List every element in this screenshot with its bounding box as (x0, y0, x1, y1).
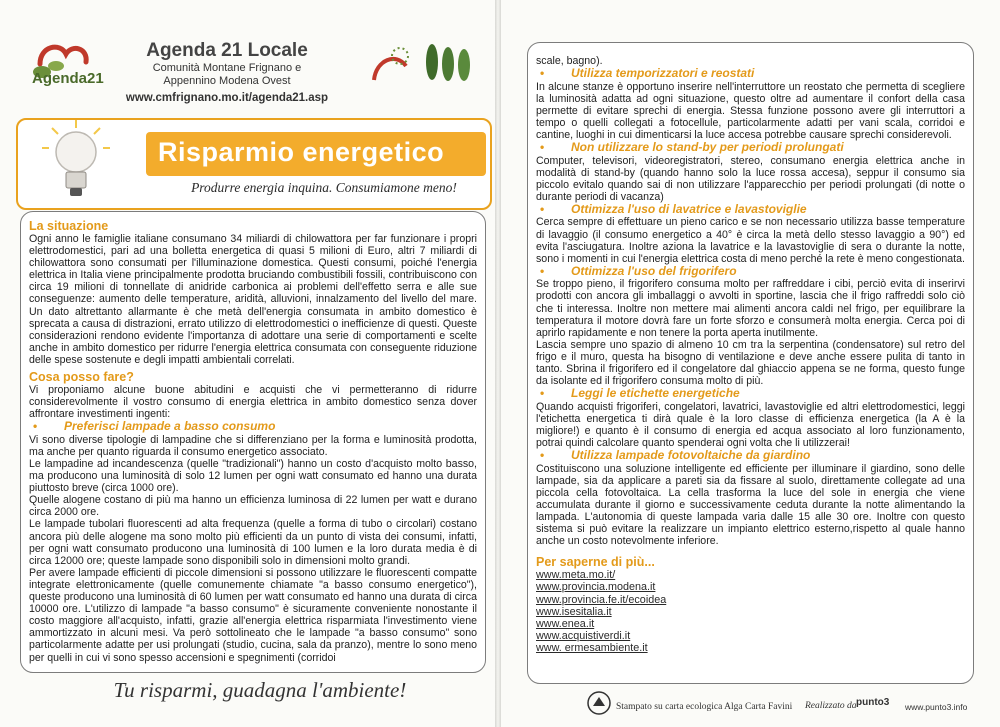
sun-and-trees-icon (366, 36, 486, 92)
bullet-icon: • (540, 201, 545, 216)
lightbulb-icon (36, 118, 116, 202)
links-list (536, 569, 965, 654)
agenda21-logo-icon (22, 36, 102, 98)
org-subtitle-line-1: Comunità Montane Frignano e (152, 62, 302, 74)
temporizzatori-heading: Utilizza temporizzatori e reostati (571, 66, 755, 81)
fotovoltaiche-heading: Utilizza lampade fotovoltaiche da giardino (571, 448, 811, 463)
bullet-icon: • (540, 140, 545, 155)
banner-title: Risparmio energetico (158, 137, 445, 167)
lampade-paragraph-5: Per avere lampade efficienti di piccole dimensioni si possono utilizzare le fluorescenti compatte integrate elettronicamente (quelle comunemente chiamate "a basso consumo energetico"), queste producono una luminosità di 60 lumen per watt consumato ed hanno una durata di circa 10000 ore. L'utilizzo di lampade "a basso consumo" è sicuramente conveniente nonostante il costo maggiore all'acquisto, infatti, grazie all'energia elettrica risparmiata l'investimento viene ammortizzato in alcuni mesi. Va però sottolineato che le lampade "a basso consumo" sono particolarmente adatte per usi prolungati (studio, cucina, sala da pranzo), mentre lo sono meno per quelli in cui vi sono spesso accensioni e spegnimenti (corridoi (29, 566, 477, 664)
lampade-paragraph-4: Le lampade tubolari fluorescenti ad alta frequenza (quelle a forma di tubo o circolari) costano ancora più delle alogene ma sono molto più efficienti da un punto di vista dei consumi, infatti, per ogni watt consumato producono una luminosità di 100 lumen e la loro durata media è di circa 12000 ore; queste lampade sono disponibili solo in dimensioni molto grandi. (29, 518, 477, 567)
bullet-icon: • (540, 66, 545, 81)
bullet-icon: • (540, 448, 545, 463)
cosa-posso-fare-text: Vi proponiamo alcune buone abitudini e acquisti che vi permetteranno di ridurre considerevolmente il vostro consumo di energia elettrica in ambito domestico senza dover affrontare investimenti ingenti: (29, 384, 477, 421)
lampade-paragraph-3: Quelle alogene costano di più ma hanno un efficienza luminosa di 22 lumen per watt e durano circa 2000 ore. (29, 494, 477, 519)
link-meta[interactable]: www.meta.mo.it/ (536, 569, 616, 582)
lavatrice-heading: Ottimizza l'uso di lavatrice e lavastoviglie (571, 201, 807, 216)
link-provincia-modena[interactable]: www.provincia.modena.it (536, 581, 656, 594)
org-title: Agenda 21 Locale (146, 40, 308, 61)
lampade-paragraph-1: Vi sono diverse tipologie di lampadine che si differenziano per la forma e luminosità prodotta, ma anche per quanto riguarda il consumo energetico associato. (29, 433, 477, 458)
frigorifero-heading: Ottimizza l'uso del frigorifero (571, 263, 737, 278)
standby-heading: Non utilizzare lo stand-by per periodi prolungati (571, 140, 844, 155)
footer-slogan: Tu risparmi, guadagna l'ambiente! (113, 678, 407, 702)
link-acquistiverdi[interactable]: www.acquistiverdi.it (536, 630, 631, 643)
org-url[interactable]: www.cmfrignano.mo.it/agenda21.asp (125, 92, 329, 104)
link-enea[interactable]: www.enea.it (536, 618, 595, 630)
situazione-text: Ogni anno le famiglie italiane consumano 34 miliardi di chilowattora per far funzionare i propri elettrodomestici, pari ad una bolletta energetica di quasi 5 milioni di Euro, altri 7 miliardi di chilowattora sono consumati per l'illuminazione domestica. Questi consumi, poiché l'energia elettrica in Italia viene principalmente prodotta bruciando combustibili fossili, contribuiscono con circa 19 milioni di tonnellate di anidride carbonica ai problemi dell'effetto serra e alle sue conseguenze: aumento delle temperature, aridità, alluvioni, innalzamento del livello del mare. Un dato altrettanto allarmante è che metà dell'energia consumata in ambito domestico è sprecata a causa di distrazioni, errato utilizzo di elettrodomestici o inefficienze di questi. Queste considerazioni rendono evidente l'importanza di adottare una serie di comportamenti e scelte anche in ambito domestico per ridurre l'energia elettrica consumata con conseguente riduzione delle spese sostenute e degli impatti ambientali correlati. (29, 233, 477, 366)
made-by-url[interactable]: www.punto3.info (905, 702, 968, 712)
bullet-icon: • (33, 419, 38, 434)
link-isesitalia[interactable]: www.isesitalia.it (536, 605, 612, 618)
continuation-text: scale, bagno). (536, 55, 603, 67)
punto3-logo: punto3 (856, 697, 890, 708)
situazione-heading: La situazione (29, 219, 109, 233)
lavatrice-text: Cerca sempre di effettuare un pieno carico e se non necessario utilizza basse temperature di lavaggio (il consumo energetico a 40° è circa la metà dello stesso lavaggio a 90°) ed evita l'asciugatura. Inoltre aziona la lavatrice e la lavastoviglie di sera o durante la notte, sono i momenti in cui l'energia elettrica costa di meno perché la rete è meno congestionata. (536, 216, 965, 265)
printed-on-text: Stampato su carta ecologica Alga Carta Favini (616, 702, 793, 712)
printer-logo-icon (586, 690, 612, 716)
etichette-heading: Leggi le etichette energetiche (571, 386, 740, 401)
saperne-heading: Per saperne di più... (536, 555, 655, 570)
link-ermesambiente[interactable]: www. ermesambiente.it (536, 642, 648, 655)
lampade-heading: Preferisci lampade a basso consumo (64, 419, 276, 434)
banner-tagline: Produrre energia inquina. Consumiamone meno! (191, 180, 457, 195)
frigorifero-paragraph-1: Se troppo pieno, il frigorifero consuma molto per raffreddare i cibi, perciò evita di inserirvi prodotti con ancora gli imballaggi o avvolti in sportine, lascia che il frigo raffreddi solo ciò che ti interessa. Inoltre non mettere mai alimenti ancora caldi nel frigo, per equilibrare la temperatura il motore dovrà fare un forte sforzo e consumerà molta energia. Cerca poi di aprirlo rapidamente e non tenere la porta aperta inutilmente. (536, 278, 965, 339)
logo-text: Agenda21 (32, 70, 104, 87)
fotovoltaiche-text: Costituiscono una soluzione intelligente ed efficiente per illuminare il giardino, sono delle lampade, sia da applicare a pareti sia da fissare al suolo, direttamente collegate ad una piccola cella fotovoltaica. La cella trasforma la luce del sole in energia che viene accumulata durante il giorno e successivamente ceduta durante la notte alimentando la lampada. L'autonomia di queste lampada varia dalle 15 alle 30 ore. Inoltre con questo sistema si può evitare la realizzare un impianto elettrico esterno,rispetto al quale hanno anche un costo notevolmente inferiore. (536, 462, 965, 548)
right-content-box (527, 42, 974, 684)
temporizzatori-text: In alcune stanze è opportuno inserire nell'interruttore un reostato che permetta di scegliere la luminosità adatta ad ogni situazione, questo oltre ad aumentare il confort della casa permette di evitare sprechi di energia. Stessa funzione possono avere gli interruttori a tempo o quelli collegati a fotocellule, particolarmente adatti per vani scala, corridoi e cantine, luoghi in cui dimenticarsi la luce accesa potrebbe causare sprechi considerevoli. (536, 80, 965, 141)
frigorifero-paragraph-2: Lascia sempre uno spazio di almeno 10 cm tra la serpentina (condensatore) sul retro del frigo e il muro, questa ha bisogno di ventilazione e deve anche essere pulita di tanto in tanto. Sbrina il frigorifero ed il congelatore dal ghiaccio appena se ne forma, questo funge da isolante ed il frigorifero consuma molto di più. (536, 338, 965, 388)
org-subtitle (112, 62, 342, 88)
standby-text: Computer, televisori, videoregistratori, stereo, consumano energia elettrica anche in modalità di stand-by (quando hanno solo la luce rossa accesa), seppur il consumo sia piccolo evitalo quando sai di non utilizzare l'apparecchio per periodi prolungati (di notte o durante periodi di vacanza) (536, 154, 965, 203)
left-content-box (20, 211, 486, 673)
title-banner-fill (146, 132, 486, 176)
page-fold (495, 0, 501, 727)
link-provincia-fe[interactable]: www.provincia.fe.it/ecoidea (536, 593, 667, 606)
lampade-paragraph-2: Le lampadine ad incandescenza (quelle "tradizionali") hanno un costo d'acquisto molto basso, ma producono una luminosità di solo 12 lumen per ogni watt consumato ed hanno una durata piuttosto breve (circa 1000 ore). (29, 458, 477, 495)
cosa-posso-fare-heading: Cosa posso fare? (29, 370, 134, 385)
made-by-label: Realizzato da (805, 701, 857, 711)
bullet-icon: • (540, 263, 545, 278)
etichette-text: Quando acquisti frigoriferi, congelatori, lavatrici, lavastoviglie ed altri elettrodomestici, leggi l'etichetta energetica ti dirà quale è la loro classe di efficienza energetica (la A è la migliore!) e quanto è il consumo di energia ed acqua associato al loro funzionamento, potrai quindi calcolare quanto spenderai ogni volta che li utilizzerai! (536, 400, 965, 449)
bullet-icon: • (540, 386, 545, 401)
org-subtitle-line-2: Appennino Modena Ovest (163, 75, 291, 87)
